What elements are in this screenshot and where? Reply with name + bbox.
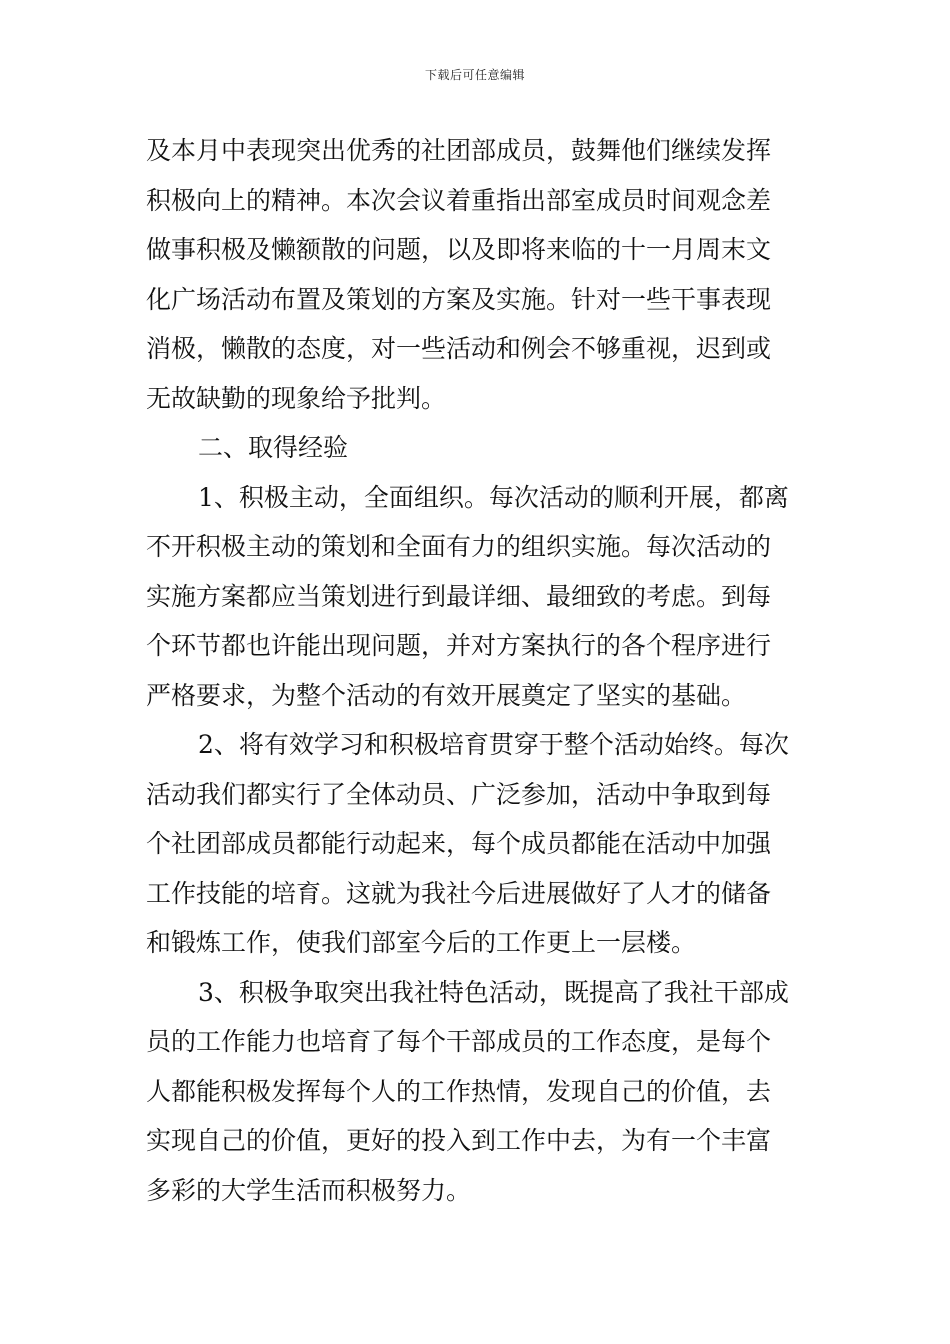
text-line: 无故缺勤的现象给予批判。 (146, 383, 447, 413)
paragraph-start: 2、将有效学习和积极培育贯穿于整个活动始终。每次 (198, 730, 789, 759)
text-line: 活动我们都实行了全体动员、广泛参加，活动中争取到每 (146, 779, 772, 809)
body-text (146, 126, 810, 1215)
text-line: 实施方案都应当策划进行到最详细、最细致的考虑。到每 (146, 581, 772, 611)
text-line: 及本月中表现突出优秀的社团部成员，鼓舞他们继续发挥 (146, 136, 772, 165)
text-line: 个环节都也许能出现问题，并对方案执行的各个程序进行 (146, 631, 772, 660)
text-line: 个社团部成员都能行动起来，每个成员都能在活动中加强 (146, 829, 772, 858)
text-line: 化广场活动布置及策划的方案及实施。针对一些干事表现 (146, 284, 772, 314)
text-line: 积极向上的精神。本次会议着重指出部室成员时间观念差 (146, 185, 772, 215)
text-line: 员的工作能力也培育了每个干部成员的工作态度，是每个 (146, 1027, 772, 1056)
paragraph-start: 3、积极争取突出我社特色活动，既提高了我社干部成 (198, 977, 789, 1007)
text-line: 多彩的大学生活而积极努力。 (146, 1175, 472, 1205)
text-line: 人都能积极发挥每个人的工作热情，发现自己的价值，去 (146, 1076, 772, 1106)
text-line: 工作技能的培育。这就为我社今后进展做好了人才的储备 (146, 878, 772, 908)
text-line: 和锻炼工作，使我们部室今后的工作更上一层楼。 (146, 928, 697, 957)
text-line: 不开积极主动的策划和全面有力的组织实施。每次活动的 (146, 532, 772, 561)
paragraph-start: 1、积极主动，全面组织。每次活动的顺利开展，都离 (198, 482, 789, 512)
text-line: 做事积极及懒额散的问题，以及即将来临的十一月周末文 (146, 235, 772, 264)
text-line: 消极，懒散的态度，对一些活动和例会不够重视，迟到或 (146, 334, 772, 363)
header-note: 下载后可任意编辑 (424, 68, 525, 82)
section-heading: 二、取得经验 (198, 433, 349, 462)
text-line: 实现自己的价值，更好的投入到工作中去，为有一个丰富 (146, 1126, 772, 1155)
text-line: 严格要求，为整个活动的有效开展奠定了坚实的基础。 (146, 680, 747, 710)
